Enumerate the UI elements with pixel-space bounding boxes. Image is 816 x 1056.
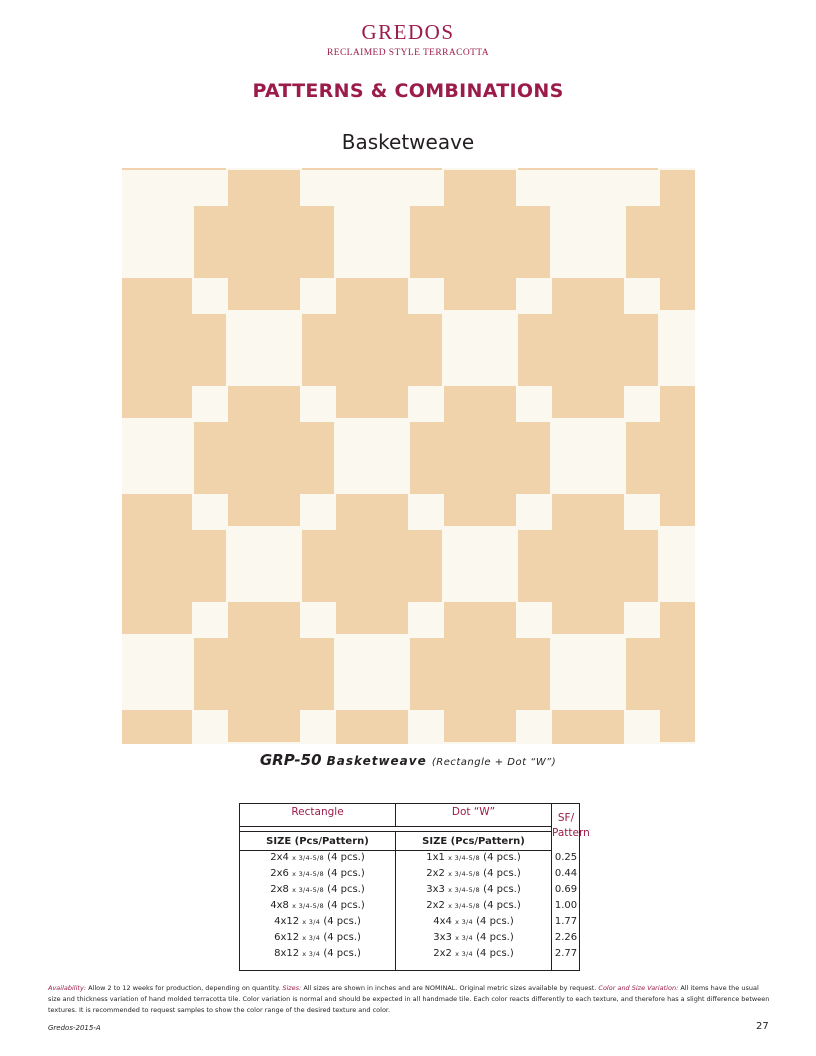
pattern-svg — [122, 168, 695, 744]
table-row: 2x6 x 3/4-5/8 (4 pcs.) — [270, 868, 365, 879]
sizes-label: Sizes: — [282, 984, 302, 992]
sf-value: 2.26 — [554, 932, 578, 943]
rectangle-tile — [122, 314, 226, 386]
rectangle-tile — [302, 168, 442, 170]
rectangle-tile — [518, 314, 658, 386]
rectangle-tile — [302, 314, 442, 386]
sf-value: 0.44 — [554, 868, 578, 879]
pattern-description: (Rectangle + Dot “W”) — [431, 757, 557, 768]
table-row: 2x4 x 3/4-5/8 (4 pcs.) — [270, 852, 365, 863]
rectangle-tile — [552, 710, 624, 744]
table-divider — [240, 831, 551, 832]
basketweave-pattern-illustration — [122, 168, 695, 744]
sf-pattern-header: SF/ Pattern — [552, 812, 590, 839]
table-row: 6x12 x 3/4 (4 pcs.) — [274, 932, 361, 943]
table-row: 4x12 x 3/4 (4 pcs.) — [274, 916, 361, 927]
pattern-caption — [0, 750, 816, 769]
sf-value: 1.00 — [554, 900, 578, 911]
section-title: PATTERNS & COMBINATIONS — [252, 80, 564, 102]
table-row: 3x3 x 3/4-5/8 (4 pcs.) — [426, 884, 521, 895]
page-number: 27 — [756, 1021, 769, 1032]
sf-value: 0.25 — [554, 852, 578, 863]
color-variation-label: Color and Size Variation: — [598, 984, 679, 992]
rectangle-tile — [194, 422, 334, 494]
pattern-code: GRP-50 — [259, 751, 322, 769]
table-row: 4x4 x 3/4 (4 pcs.) — [433, 916, 514, 927]
sizes-text: All sizes are shown in inches and are NOMINAL. Original metric sizes available by request. — [303, 984, 597, 992]
availability-text: Allow 2 to 12 weeks for production, depending on quantity. — [88, 984, 281, 992]
rectangle-tile — [410, 206, 550, 278]
rectangle-size-header: SIZE (Pcs/Pattern) — [266, 836, 369, 847]
table-row: 2x8 x 3/4-5/8 (4 pcs.) — [270, 884, 365, 895]
table-row: 2x2 x 3/4-5/8 (4 pcs.) — [426, 900, 521, 911]
dot-header: Dot “W” — [451, 806, 496, 818]
sf-value: 0.69 — [554, 884, 578, 895]
brand-tagline: RECLAIMED STYLE TERRACOTTA — [327, 48, 489, 58]
pattern-title: Basketweave — [341, 130, 475, 154]
table-row: 8x12 x 3/4 (4 pcs.) — [274, 948, 361, 959]
footnote — [48, 983, 772, 1016]
table-row: 4x8 x 3/4-5/8 (4 pcs.) — [270, 900, 365, 911]
rectangle-tile — [122, 168, 226, 170]
rectangle-tile — [626, 206, 695, 278]
sf-value: 2.77 — [554, 948, 578, 959]
pattern-name: Basketweave — [326, 754, 427, 768]
table-row: 1x1 x 3/4-5/8 (4 pcs.) — [426, 852, 521, 863]
rectangle-tile — [194, 638, 334, 710]
rectangle-tile — [410, 422, 550, 494]
rectangle-tile — [518, 168, 658, 170]
rectangle-tile — [518, 530, 658, 602]
table-divider — [240, 850, 551, 851]
rectangle-tile — [122, 530, 226, 602]
table-row: 2x2 x 3/4-5/8 (4 pcs.) — [426, 868, 521, 879]
availability-label: Availability: — [48, 984, 87, 992]
rectangle-tile — [626, 422, 695, 494]
sf-value: 1.77 — [554, 916, 578, 927]
dot-size-header: SIZE (Pcs/Pattern) — [422, 836, 525, 847]
table-divider — [240, 826, 551, 827]
rectangle-tile — [410, 638, 550, 710]
table-row: 3x3 x 3/4 (4 pcs.) — [433, 932, 514, 943]
color-variation-text: All items have the usual size and thickness variation of hand molded terracotta tile. Color variation is normal and should be expected in all handmade tile. Each color reacts differently to each texture, and therefore has a slight difference between textures. It is recommended to request samples to show the color range of the desired texture and color. — [48, 984, 770, 1014]
rectangle-tile — [194, 206, 334, 278]
document-id: Gredos-2015-A — [48, 1024, 101, 1032]
rectangle-tile — [302, 530, 442, 602]
rectangle-header: Rectangle — [291, 806, 344, 818]
table-row: 2x2 x 3/4 (4 pcs.) — [433, 948, 514, 959]
rectangle-tile — [336, 710, 408, 744]
rectangle-tile — [122, 710, 192, 744]
rectangle-tile — [626, 638, 695, 710]
brand-name: GREDOS — [361, 20, 455, 44]
sizes-table — [239, 803, 590, 971]
